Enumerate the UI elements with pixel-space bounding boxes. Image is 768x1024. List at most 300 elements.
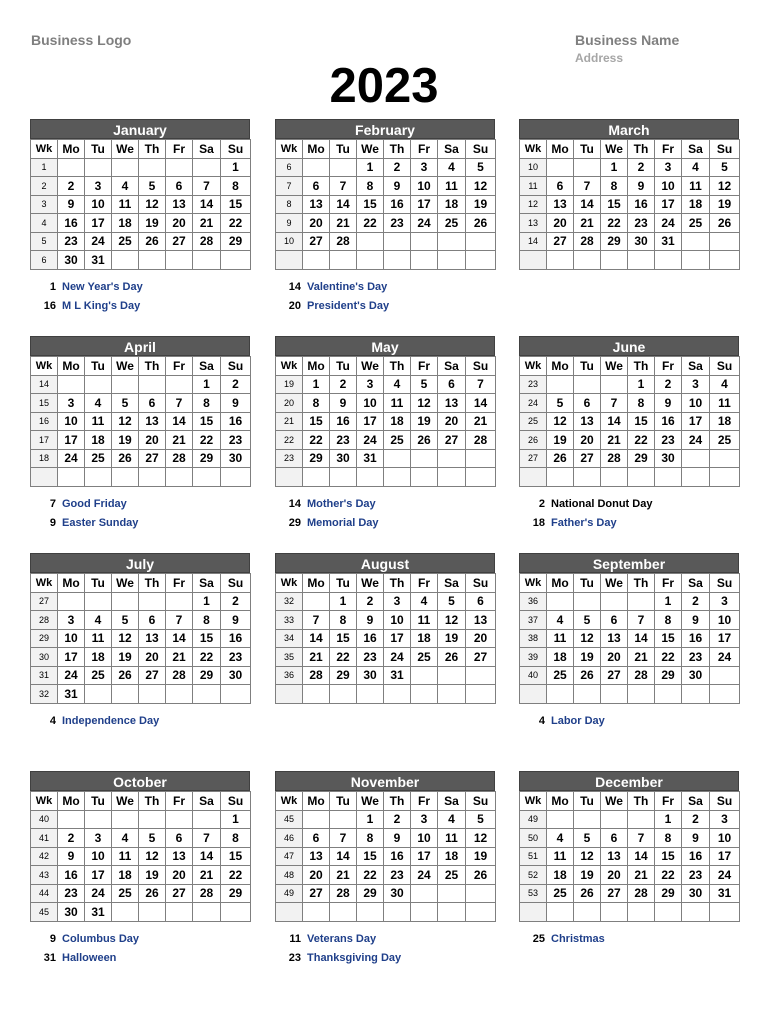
holiday-item	[34, 712, 264, 731]
day-cell: 18	[384, 412, 411, 431]
day-cell: 21	[628, 866, 655, 885]
week-number-header: Wk	[31, 140, 58, 159]
day-cell: 27	[139, 666, 166, 685]
day-cell: 29	[601, 232, 628, 251]
month-title: April	[30, 336, 250, 356]
weekday-label: Mo	[547, 357, 574, 376]
day-cell	[303, 468, 330, 487]
weekday-label: Su	[710, 792, 740, 811]
weekday-label: Tu	[85, 140, 112, 159]
day-cell: 9	[58, 847, 85, 866]
week-row	[520, 685, 740, 704]
day-cell	[411, 468, 438, 487]
weekday-label: Th	[628, 357, 655, 376]
day-cell	[466, 232, 496, 251]
day-cell: 13	[601, 629, 628, 648]
day-cell: 2	[628, 158, 655, 177]
day-cell: 31	[384, 666, 411, 685]
day-cell	[411, 685, 438, 704]
week-number-header: Wk	[31, 357, 58, 376]
day-cell: 21	[574, 214, 601, 233]
day-cell	[112, 810, 139, 829]
day-cell: 25	[85, 449, 112, 468]
month-february	[275, 119, 495, 270]
holiday-list	[34, 712, 264, 731]
weekday-header-row	[520, 792, 740, 811]
day-cell: 24	[85, 232, 112, 251]
business-name: Business Name	[575, 32, 680, 48]
day-cell: 18	[710, 412, 740, 431]
month-title: September	[519, 553, 739, 573]
day-cell: 28	[330, 884, 357, 903]
day-cell	[139, 468, 166, 487]
day-cell: 26	[112, 449, 139, 468]
weekday-label: Th	[139, 357, 166, 376]
holiday-item	[523, 514, 753, 533]
weekday-label: Su	[710, 357, 740, 376]
day-cell: 30	[628, 232, 655, 251]
week-number: 46	[276, 829, 303, 848]
day-cell	[628, 468, 655, 487]
day-cell: 5	[547, 394, 574, 413]
day-cell: 4	[112, 177, 139, 196]
week-number: 19	[276, 375, 303, 394]
day-cell	[384, 251, 411, 270]
day-cell: 17	[58, 648, 85, 667]
week-row	[276, 903, 496, 922]
day-cell: 24	[682, 431, 710, 450]
month-table	[30, 356, 251, 487]
day-cell: 3	[411, 810, 438, 829]
week-row	[276, 611, 496, 630]
day-cell: 6	[303, 177, 330, 196]
day-cell: 1	[221, 810, 251, 829]
day-cell: 30	[682, 884, 710, 903]
day-cell	[139, 592, 166, 611]
day-cell: 30	[330, 449, 357, 468]
week-number: 14	[31, 375, 58, 394]
day-cell	[682, 685, 710, 704]
month-title: November	[275, 771, 495, 791]
day-cell: 14	[466, 394, 496, 413]
day-cell: 4	[438, 810, 466, 829]
day-cell: 3	[58, 394, 85, 413]
day-cell: 12	[139, 847, 166, 866]
day-cell	[466, 468, 496, 487]
day-cell: 11	[85, 629, 112, 648]
day-cell: 20	[139, 431, 166, 450]
day-cell: 18	[547, 648, 574, 667]
holiday-date: 23	[288, 952, 301, 964]
day-cell	[710, 449, 740, 468]
weekday-label: Tu	[574, 357, 601, 376]
day-cell	[411, 449, 438, 468]
day-cell: 14	[166, 629, 193, 648]
weekday-header-row	[276, 140, 496, 159]
day-cell: 9	[58, 195, 85, 214]
day-cell	[411, 251, 438, 270]
day-cell: 25	[85, 666, 112, 685]
day-cell: 26	[438, 648, 466, 667]
weekday-label: Tu	[574, 792, 601, 811]
day-cell: 10	[411, 829, 438, 848]
week-row	[31, 431, 251, 450]
day-cell: 16	[221, 412, 251, 431]
day-cell: 10	[384, 611, 411, 630]
day-cell: 23	[221, 648, 251, 667]
day-cell: 21	[330, 866, 357, 885]
day-cell: 17	[357, 412, 384, 431]
day-cell: 24	[384, 648, 411, 667]
day-cell: 28	[601, 449, 628, 468]
day-cell: 29	[655, 666, 682, 685]
day-cell: 3	[384, 592, 411, 611]
day-cell: 19	[710, 195, 740, 214]
day-cell: 20	[601, 866, 628, 885]
day-cell: 9	[682, 829, 710, 848]
day-cell: 1	[193, 592, 221, 611]
week-row	[276, 158, 496, 177]
holiday-date: 2	[538, 498, 545, 510]
week-number: 17	[31, 431, 58, 450]
weekday-label: We	[357, 357, 384, 376]
weekday-label: Fr	[166, 574, 193, 593]
day-cell: 11	[85, 412, 112, 431]
day-cell: 22	[221, 214, 251, 233]
day-cell: 23	[221, 431, 251, 450]
week-row	[31, 611, 251, 630]
day-cell: 31	[710, 884, 740, 903]
weekday-label: Sa	[438, 357, 466, 376]
month-table	[275, 356, 496, 487]
day-cell: 26	[139, 232, 166, 251]
holiday-item	[34, 495, 264, 514]
week-row	[31, 884, 251, 903]
day-cell	[547, 810, 574, 829]
holiday-name: Christmas	[551, 933, 605, 945]
weekday-label: We	[112, 574, 139, 593]
day-cell	[139, 251, 166, 270]
weekday-header-row	[31, 574, 251, 593]
day-cell: 4	[384, 375, 411, 394]
day-cell: 8	[193, 394, 221, 413]
day-cell	[357, 232, 384, 251]
week-number-header: Wk	[31, 574, 58, 593]
week-row	[520, 903, 740, 922]
day-cell: 19	[112, 648, 139, 667]
day-cell	[357, 685, 384, 704]
day-cell	[112, 375, 139, 394]
weekday-label: Th	[628, 792, 655, 811]
day-cell: 11	[547, 847, 574, 866]
week-number-header: Wk	[276, 574, 303, 593]
week-row	[520, 648, 740, 667]
day-cell	[438, 884, 466, 903]
week-number-header: Wk	[276, 357, 303, 376]
day-cell: 4	[438, 158, 466, 177]
day-cell: 25	[384, 431, 411, 450]
day-cell: 26	[466, 214, 496, 233]
weekday-label: Su	[221, 140, 251, 159]
day-cell	[411, 666, 438, 685]
week-row	[31, 847, 251, 866]
week-row	[520, 431, 740, 450]
day-cell: 3	[411, 158, 438, 177]
day-cell: 5	[466, 810, 496, 829]
weekday-label: Fr	[655, 574, 682, 593]
weekday-header-row	[31, 357, 251, 376]
weekday-label: Th	[139, 574, 166, 593]
week-number: 6	[31, 251, 58, 270]
day-cell: 27	[438, 431, 466, 450]
month-january	[30, 119, 250, 270]
week-number	[276, 468, 303, 487]
day-cell: 27	[547, 232, 574, 251]
weekday-header-row	[520, 574, 740, 593]
day-cell: 13	[303, 847, 330, 866]
week-number: 31	[31, 666, 58, 685]
day-cell	[357, 468, 384, 487]
day-cell: 30	[655, 449, 682, 468]
day-cell: 31	[85, 903, 112, 922]
day-cell	[139, 903, 166, 922]
week-row	[520, 394, 740, 413]
day-cell: 5	[438, 592, 466, 611]
weekday-label: Sa	[193, 792, 221, 811]
holiday-date: 31	[43, 952, 56, 964]
month-table	[30, 791, 251, 922]
day-cell	[85, 592, 112, 611]
day-cell: 8	[601, 177, 628, 196]
day-cell	[547, 903, 574, 922]
holiday-name: Easter Sunday	[62, 517, 139, 529]
day-cell: 18	[112, 866, 139, 885]
weekday-label: Mo	[303, 357, 330, 376]
week-number: 5	[31, 232, 58, 251]
day-cell: 14	[330, 195, 357, 214]
day-cell: 19	[574, 648, 601, 667]
holiday-date: 14	[288, 281, 301, 293]
day-cell	[438, 468, 466, 487]
day-cell	[221, 251, 251, 270]
holiday-list	[34, 495, 264, 533]
day-cell: 31	[655, 232, 682, 251]
holiday-item	[34, 949, 264, 968]
day-cell: 28	[166, 666, 193, 685]
week-number: 14	[520, 232, 547, 251]
week-number: 53	[520, 884, 547, 903]
week-row	[520, 611, 740, 630]
day-cell	[303, 251, 330, 270]
day-cell: 12	[112, 412, 139, 431]
day-cell: 1	[193, 375, 221, 394]
day-cell: 2	[330, 375, 357, 394]
month-table	[519, 139, 740, 270]
month-august	[275, 553, 495, 704]
holiday-item	[279, 949, 509, 968]
month-may	[275, 336, 495, 487]
day-cell: 13	[139, 412, 166, 431]
day-cell: 22	[330, 648, 357, 667]
week-number: 20	[276, 394, 303, 413]
weekday-label: Mo	[58, 140, 85, 159]
weekday-label: Su	[710, 140, 740, 159]
week-number: 12	[520, 195, 547, 214]
holiday-name: Mother's Day	[307, 498, 376, 510]
day-cell: 2	[357, 592, 384, 611]
day-cell	[193, 685, 221, 704]
day-cell: 27	[166, 884, 193, 903]
weekday-label: Fr	[411, 357, 438, 376]
day-cell: 29	[303, 449, 330, 468]
day-cell: 29	[357, 884, 384, 903]
day-cell	[193, 903, 221, 922]
week-number: 22	[276, 431, 303, 450]
month-october	[30, 771, 250, 922]
holiday-list	[279, 278, 509, 316]
month-november	[275, 771, 495, 922]
day-cell: 31	[357, 449, 384, 468]
day-cell: 11	[682, 177, 710, 196]
day-cell: 10	[85, 847, 112, 866]
day-cell	[574, 685, 601, 704]
week-number: 23	[276, 449, 303, 468]
weekday-label: Th	[139, 140, 166, 159]
day-cell	[166, 903, 193, 922]
month-title: June	[519, 336, 739, 356]
day-cell: 8	[193, 611, 221, 630]
day-cell	[547, 251, 574, 270]
day-cell: 21	[193, 866, 221, 885]
day-cell: 6	[139, 611, 166, 630]
week-number: 44	[31, 884, 58, 903]
week-row	[31, 214, 251, 233]
day-cell: 28	[574, 232, 601, 251]
day-cell: 27	[601, 666, 628, 685]
weekday-label: Mo	[303, 140, 330, 159]
day-cell: 2	[682, 810, 710, 829]
month-table	[275, 573, 496, 704]
weekday-label: Sa	[682, 357, 710, 376]
day-cell: 13	[166, 847, 193, 866]
month-table	[275, 791, 496, 922]
week-number: 32	[276, 592, 303, 611]
day-cell	[330, 468, 357, 487]
day-cell	[601, 810, 628, 829]
day-cell: 30	[221, 449, 251, 468]
day-cell: 19	[547, 431, 574, 450]
day-cell: 3	[58, 611, 85, 630]
day-cell: 21	[330, 214, 357, 233]
day-cell	[384, 468, 411, 487]
day-cell	[438, 251, 466, 270]
day-cell: 18	[411, 629, 438, 648]
week-row	[276, 394, 496, 413]
day-cell	[330, 251, 357, 270]
day-cell: 7	[193, 177, 221, 196]
day-cell: 22	[221, 866, 251, 885]
holiday-date: 11	[289, 933, 301, 945]
week-number: 34	[276, 629, 303, 648]
day-cell: 14	[628, 847, 655, 866]
day-cell: 16	[221, 629, 251, 648]
day-cell	[384, 449, 411, 468]
week-row	[31, 195, 251, 214]
week-number: 3	[31, 195, 58, 214]
day-cell: 27	[303, 884, 330, 903]
day-cell: 19	[139, 214, 166, 233]
week-number: 28	[31, 611, 58, 630]
day-cell: 5	[411, 375, 438, 394]
weekday-label: Su	[466, 574, 496, 593]
day-cell: 24	[655, 214, 682, 233]
day-cell: 20	[303, 866, 330, 885]
week-number	[520, 251, 547, 270]
week-row	[276, 666, 496, 685]
week-row	[520, 214, 740, 233]
day-cell: 21	[166, 431, 193, 450]
week-row	[276, 375, 496, 394]
day-cell: 4	[710, 375, 740, 394]
day-cell: 18	[85, 431, 112, 450]
day-cell	[628, 903, 655, 922]
day-cell: 23	[682, 648, 710, 667]
weekday-header-row	[31, 792, 251, 811]
week-number: 27	[31, 592, 58, 611]
holiday-list	[279, 495, 509, 533]
day-cell	[710, 251, 740, 270]
weekday-label: Fr	[166, 357, 193, 376]
day-cell: 14	[574, 195, 601, 214]
holiday-date: 18	[532, 517, 545, 529]
day-cell: 28	[166, 449, 193, 468]
day-cell: 26	[710, 214, 740, 233]
week-number: 27	[520, 449, 547, 468]
day-cell: 25	[438, 214, 466, 233]
day-cell: 24	[58, 449, 85, 468]
weekday-label: Fr	[655, 357, 682, 376]
week-row	[276, 251, 496, 270]
week-number: 37	[520, 611, 547, 630]
day-cell	[139, 685, 166, 704]
day-cell: 5	[139, 829, 166, 848]
day-cell: 9	[384, 177, 411, 196]
week-number-header: Wk	[520, 792, 547, 811]
day-cell: 30	[221, 666, 251, 685]
weekday-label: Su	[466, 792, 496, 811]
day-cell: 2	[221, 592, 251, 611]
day-cell: 19	[438, 629, 466, 648]
week-row	[520, 866, 740, 885]
day-cell: 16	[58, 214, 85, 233]
day-cell	[139, 810, 166, 829]
weekday-label: We	[112, 792, 139, 811]
holiday-name: M L King's Day	[62, 300, 141, 312]
day-cell: 1	[221, 158, 251, 177]
weekday-header-row	[276, 574, 496, 593]
day-cell: 1	[303, 375, 330, 394]
day-cell	[438, 232, 466, 251]
day-cell: 8	[303, 394, 330, 413]
day-cell: 17	[710, 847, 740, 866]
week-row	[31, 629, 251, 648]
day-cell: 9	[682, 611, 710, 630]
weekday-label: Mo	[58, 792, 85, 811]
day-cell: 15	[655, 629, 682, 648]
day-cell	[601, 468, 628, 487]
day-cell	[682, 251, 710, 270]
weekday-label: We	[601, 574, 628, 593]
